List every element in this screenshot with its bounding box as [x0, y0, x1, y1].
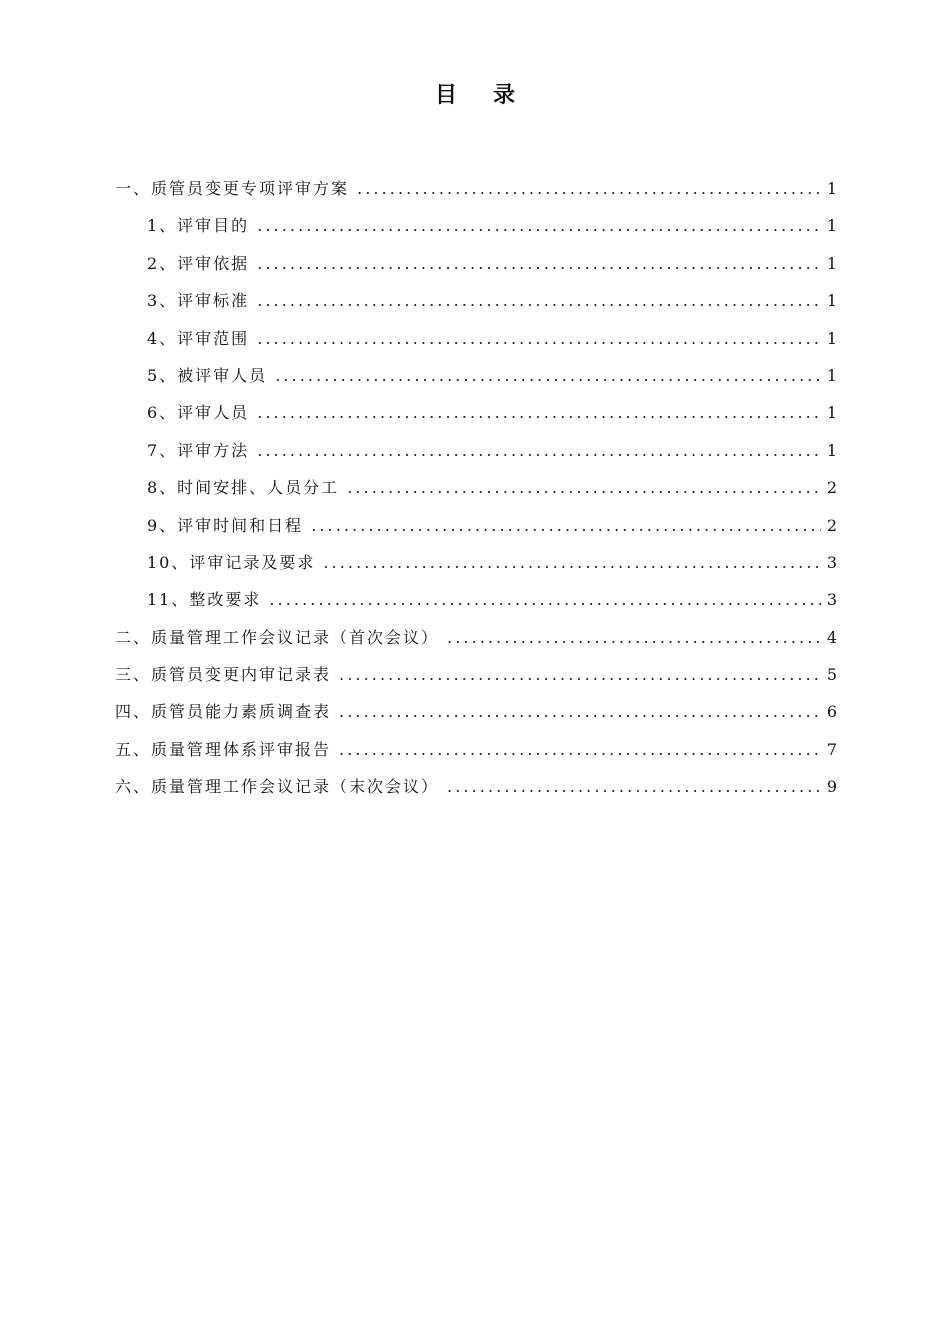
- toc-entry-title: 5、被评审人员: [147, 365, 268, 385]
- toc-dot-leader: [257, 216, 821, 235]
- toc-entry[interactable]: [115, 213, 837, 250]
- toc-entry-page: 1: [826, 216, 837, 236]
- toc-dot-leader: [339, 740, 821, 759]
- table-of-contents: [115, 176, 837, 812]
- toc-entry-page: 1: [826, 291, 837, 311]
- toc-entry-page: 6: [826, 702, 837, 722]
- toc-entry-title: 四、质管员能力素质调查表: [115, 702, 332, 722]
- toc-dot-leader: [257, 441, 821, 460]
- toc-entry-title: 10、评审记录及要求: [147, 552, 316, 572]
- toc-entry-title: 7、评审方法: [147, 440, 250, 460]
- toc-entry-page: 2: [826, 515, 837, 535]
- toc-entry-page: 1: [826, 365, 837, 385]
- toc-entry[interactable]: [115, 176, 837, 213]
- toc-dot-leader: [447, 628, 821, 647]
- toc-dot-leader: [257, 291, 821, 310]
- toc-dot-leader: [339, 702, 821, 721]
- toc-entry-title: 4、评审范围: [147, 328, 250, 348]
- toc-entry-page: 1: [826, 403, 837, 423]
- toc-entry[interactable]: [115, 438, 837, 475]
- toc-dot-leader: [311, 516, 821, 535]
- toc-entry[interactable]: [115, 774, 837, 811]
- toc-dot-leader: [257, 254, 821, 273]
- toc-entry[interactable]: [115, 326, 837, 363]
- toc-entry-title: 二、质量管理工作会议记录（首次会议）: [115, 627, 440, 647]
- toc-entry-page: 1: [826, 179, 837, 198]
- toc-title: 目录: [434, 82, 551, 108]
- toc-dot-leader: [447, 777, 821, 796]
- toc-dot-leader: [357, 179, 821, 198]
- toc-entry-page: 7: [826, 739, 837, 759]
- toc-dot-leader: [269, 590, 820, 609]
- toc-entry-page: 1: [826, 328, 837, 348]
- toc-entry-title: 8、时间安排、人员分工: [147, 478, 340, 498]
- toc-dot-leader: [275, 366, 821, 385]
- toc-entry[interactable]: [115, 587, 837, 624]
- toc-dot-leader: [347, 478, 821, 497]
- toc-entry-page: 9: [826, 777, 837, 797]
- toc-dot-leader: [257, 329, 821, 348]
- toc-entry[interactable]: [115, 288, 837, 325]
- toc-entry-title: 一、质管员变更专项评审方案: [115, 179, 350, 198]
- toc-entry-title: 六、质量管理工作会议记录（末次会议）: [115, 777, 440, 797]
- toc-entry-page: 1: [826, 253, 837, 273]
- toc-entry-page: 2: [826, 478, 837, 498]
- toc-entry[interactable]: [115, 251, 837, 288]
- toc-dot-leader: [257, 403, 821, 422]
- toc-entry[interactable]: [115, 400, 837, 437]
- toc-entry-title: 1、评审目的: [147, 216, 250, 236]
- toc-entry-title: 2、评审依据: [147, 253, 250, 273]
- toc-entry[interactable]: [115, 699, 837, 736]
- toc-entry-title: 3、评审标准: [147, 291, 250, 311]
- toc-entry-page: 1: [826, 440, 837, 460]
- toc-entry[interactable]: [115, 662, 837, 699]
- toc-entry-title: 6、评审人员: [147, 403, 250, 423]
- toc-entry[interactable]: [115, 513, 837, 550]
- toc-entry-page: 3: [826, 590, 837, 610]
- toc-entry-title: 三、质管员变更内审记录表: [115, 665, 332, 685]
- toc-entry[interactable]: [115, 550, 837, 587]
- toc-entry-title: 9、评审时间和日程: [147, 515, 304, 535]
- toc-entry-title: 五、质量管理体系评审报告: [115, 739, 332, 759]
- toc-entry-page: 4: [826, 627, 837, 647]
- toc-entry[interactable]: [115, 363, 837, 400]
- toc-entry[interactable]: [115, 737, 837, 774]
- toc-entry-page: 5: [826, 665, 837, 685]
- toc-entry[interactable]: [115, 625, 837, 662]
- toc-entry-page: 3: [826, 552, 837, 572]
- toc-entry[interactable]: [115, 475, 837, 512]
- toc-entry-title: 11、整改要求: [147, 590, 262, 610]
- toc-dot-leader: [323, 553, 820, 572]
- toc-dot-leader: [339, 665, 821, 684]
